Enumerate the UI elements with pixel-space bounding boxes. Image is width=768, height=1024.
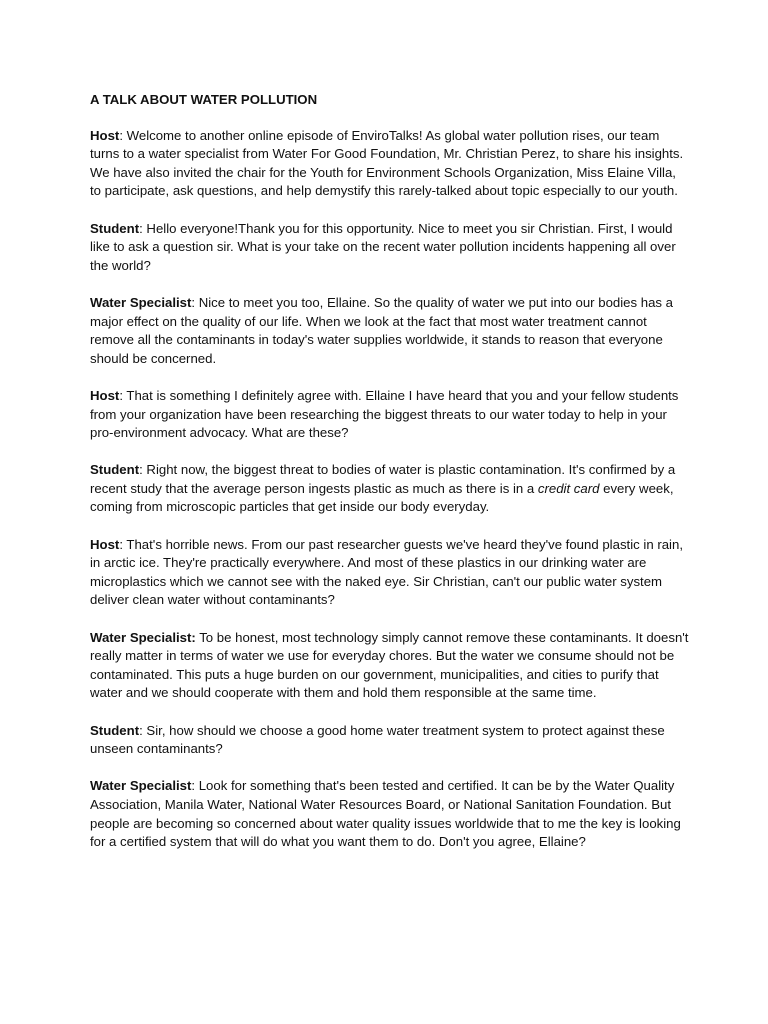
speaker-label: Water Specialist (90, 778, 192, 794)
dialogue-turn-student-3 (90, 722, 690, 759)
emphasized-text: credit card (537, 480, 600, 496)
speaker-separator: : (191, 294, 196, 310)
dialogue-text: Right now, the biggest threat to bodies of water is plastic contamination. It's confirmed by a recent study that the average person ingests plastic as much as there is in a (90, 462, 676, 496)
speaker-separator: : (119, 127, 123, 143)
dialogue-text: every week, coming from microscopic particles that get inside our body everyday. (90, 480, 674, 515)
speaker-separator: : (119, 536, 123, 552)
dialogue-turn-host-2 (90, 387, 690, 443)
speaker-label: Host (90, 536, 120, 552)
speaker-separator: : (119, 387, 123, 403)
dialogue-text: That is something I definitely agree with. Ellaine I have heard that you and your fellow students from your organization have been researching the biggest threats to our water today to help in your pro-environment advocacy. What are these? (90, 387, 679, 441)
dialogue-text: Welcome to another online episode of EnviroTalks! As global water pollution rises, our team turns to a water specialist from Water For Good Foundation, Mr. Christian Perez, to share his insights. We have also invited the chair for the Youth for Environment Schools Organization, Miss Elaine Villa, to participate, ask questions, and help demystify this rarely-talked about topic especially to our youth. (90, 127, 684, 199)
speaker-label: Student (90, 722, 140, 738)
dialogue-text: That's horrible news. From our past researcher guests we've heard they've found plastic in rain, in arctic ice. They're practically everywhere. And most of these plastics in our drinking water are microplastics which we cannot see with the naked eye. Sir Christian, can't our public water system deliver clean water without contaminants? (90, 536, 683, 608)
speaker-label: Water Specialist: (90, 629, 196, 645)
dialogue-turn-specialist-1 (90, 294, 690, 368)
speaker-separator: : (139, 722, 143, 738)
document-page (90, 91, 690, 870)
dialogue-turn-host-1 (90, 127, 690, 201)
document-title: A TALK ABOUT WATER POLLUTION (90, 92, 318, 107)
speaker-label: Student (90, 462, 140, 478)
dialogue-text: Nice to meet you too, Ellaine. So the quality of water we put into our bodies has a major effect on the quality of our life. When we look at the fact that most water treatment cannot remove all the contaminants in today's water supplies worldwide, it stands to reason that everyone should be concerned. (90, 294, 674, 366)
speaker-label: Student (90, 220, 140, 236)
dialogue-text: Hello everyone!Thank you for this opportunity. Nice to meet you sir Christian. First, I would like to ask a question sir. What is your take on the recent water pollution incidents happening all over the world? (90, 220, 676, 273)
dialogue-turn-host-3 (90, 536, 690, 610)
dialogue-turn-specialist-2 (90, 629, 690, 703)
dialogue-text: Look for something that's been tested and certified. It can be by the Water Quality Association, Manila Water, National Water Resources Board, or National Sanitation Foundation. But people are becoming so concerned about water quality issues worldwide that to me the key is looking for a certified system that will do what you want them to do. Don't you agree, Ellaine? (90, 778, 681, 850)
dialogue-text: To be honest, most technology simply cannot remove these contaminants. It doesn't really matter in terms of water we use for everyday chores. But the water we consume should not be contaminated. This puts a huge burden on our government, municipalities, and cities to purify that water and we should cooperate with them and hold them responsible at the same time. (90, 629, 689, 701)
dialogue-turn-specialist-3 (90, 777, 690, 851)
dialogue-turn-student-1 (90, 220, 690, 276)
dialogue-turn-student-2 (90, 461, 690, 517)
speaker-separator: : (139, 462, 143, 478)
speaker-label: Host (90, 127, 120, 143)
speaker-separator: : (191, 778, 196, 794)
speaker-label: Water Specialist (90, 294, 192, 310)
speaker-label: Host (90, 387, 120, 403)
dialogue-text: Sir, how should we choose a good home water treatment system to protect against these unseen contaminants? (90, 722, 665, 757)
speaker-separator: : (139, 220, 143, 236)
